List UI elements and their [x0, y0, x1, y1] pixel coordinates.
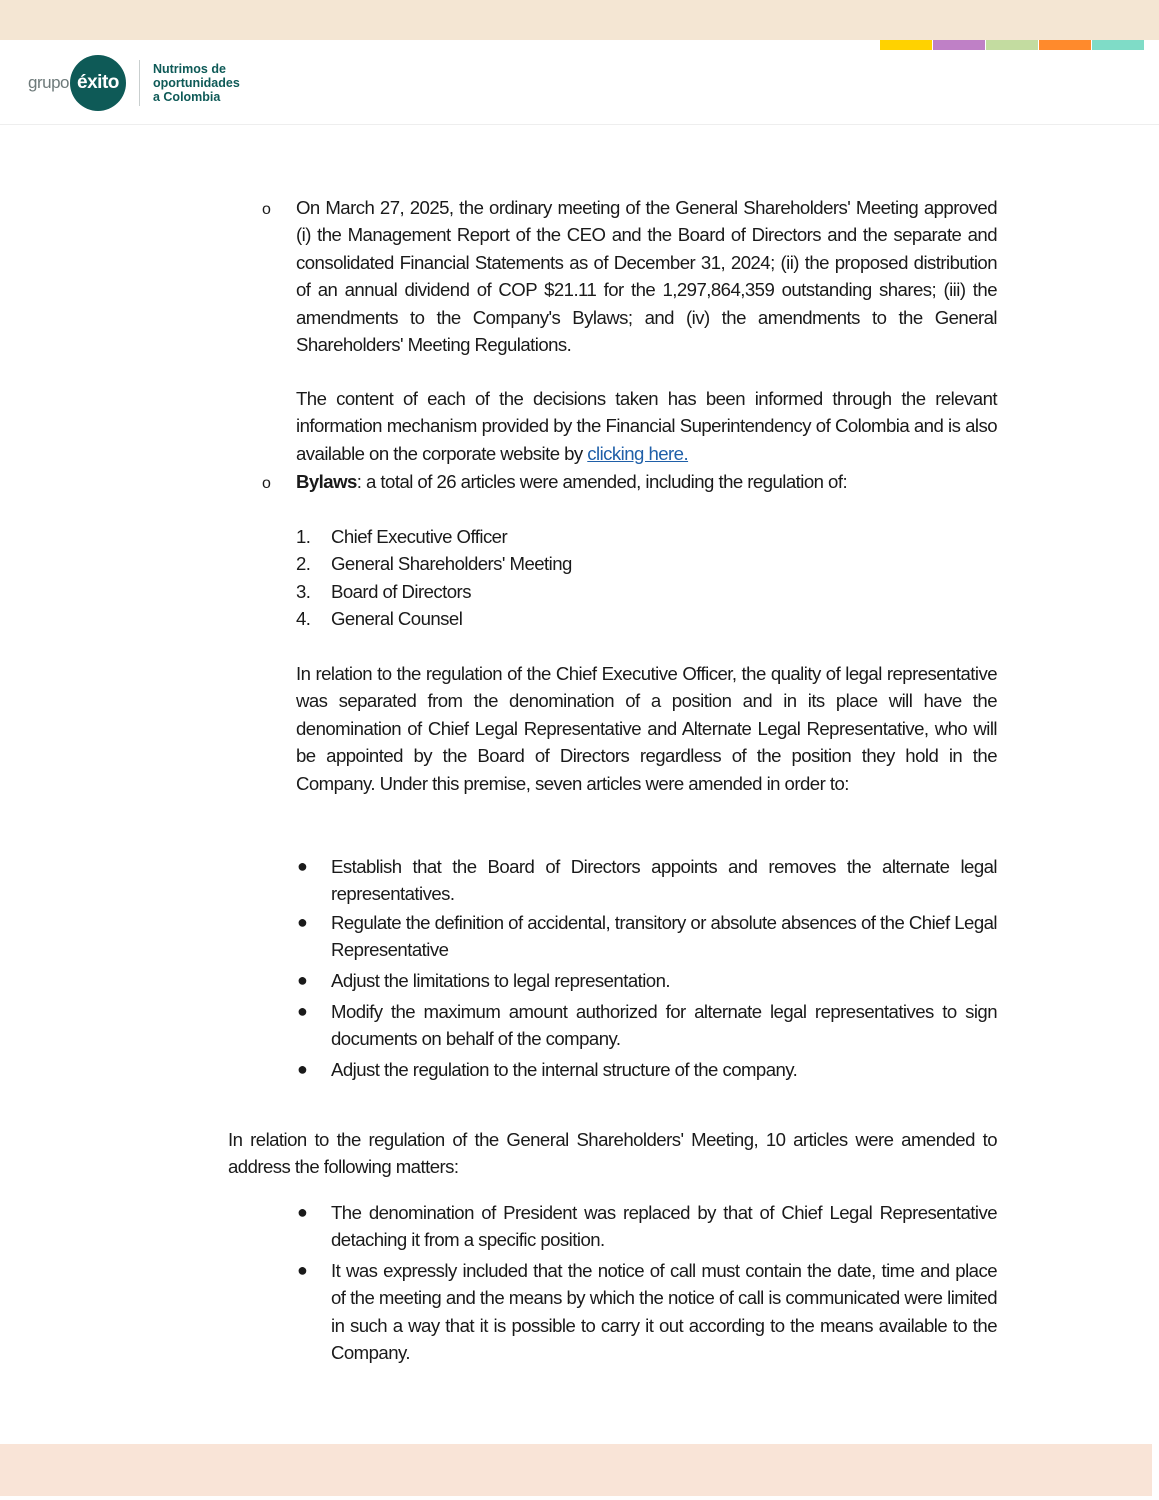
bullet-icon: ● [297, 1001, 308, 1021]
color-bar-orange [1039, 40, 1091, 50]
gsm-regulation-paragraph: In relation to the regulation of the General Shareholders' Meeting, 10 articles were amended to address the following matters: [228, 1129, 997, 1178]
bylaws-heading: Bylaws [296, 471, 357, 492]
logo-brand-circle [70, 55, 126, 111]
list-number: 3. [296, 581, 311, 602]
list-item: Adjust the regulation to the internal structure of the company. [331, 1059, 798, 1080]
logo-divider [139, 60, 140, 106]
list-number: 2. [296, 553, 311, 574]
bullet-icon: ● [297, 912, 308, 932]
brand-color-bars [880, 40, 1144, 50]
bullet-icon: ● [297, 1059, 308, 1079]
bullet-icon: ● [297, 970, 308, 990]
list-item: The denomination of President was replaced by that of Chief Legal Representative detaching it from a specific position. [331, 1202, 997, 1251]
bylaws-text: : a total of 26 articles were amended, including the regulation of: [356, 471, 848, 492]
color-bar-yellow [880, 40, 932, 50]
header-divider [0, 124, 1159, 125]
list-item: Regulate the definition of accidental, transitory or absolute absences of the Chief Legal Representative [331, 912, 997, 961]
bylaws-paragraph [296, 468, 997, 495]
bullet-icon: ● [297, 1202, 308, 1222]
list-item: Board of Directors [331, 581, 471, 602]
list-item: Chief Executive Officer [331, 526, 508, 547]
color-bar-green [986, 40, 1038, 50]
bullet-icon: ● [297, 1260, 308, 1280]
list-item: Modify the maximum amount authorized for alternate legal representatives to sign documents on behalf of the company. [331, 1001, 997, 1050]
grupo-exito-logo [28, 54, 240, 112]
color-bar-teal [1092, 40, 1144, 50]
list-number: 4. [296, 608, 311, 629]
logo-prefix: grupo [28, 73, 69, 92]
list-number: 1. [296, 526, 311, 547]
list-item: It was expressly included that the notice of call must contain the date, time and place of the meeting and the means by which the notice of call is communicated were limited in such a way that it is possible to carry it out according to the means available to the Company. [331, 1260, 997, 1364]
agm-approval-paragraph: On March 27, 2025, the ordinary meeting of the General Shareholders' Meeting approved (i) the Management Report of the CEO and the Board of Directors and the separate and consolidated Financial Statements as of December 31, 2024; (ii) the proposed distribution of an annual dividend of COP $21.11 for the 1,297,864,359 outstanding shares; (iii) the amendments to the Company's Bylaws; and (iv) the amendments to the General Shareholders' Meeting Regulations. [296, 197, 997, 356]
hollow-bullet-icon: o [262, 475, 271, 492]
logo-tagline [153, 62, 240, 104]
list-item: General Shareholders' Meeting [331, 553, 572, 574]
list-item: Establish that the Board of Directors appoints and removes the alternate legal representatives. [331, 856, 997, 905]
tagline-line-2: oportunidades [152, 76, 240, 90]
ceo-regulation-paragraph: In relation to the regulation of the Chief Executive Officer, the quality of legal representative was separated from the denomination of a position and in its place will have the denomination of Chief Legal Representative and Alternate Legal Representative, who will be appointed by the Board of Directors regardless of the position they hold in the Company. Under this premise, seven articles were amended in order to: [296, 663, 997, 794]
clicking-here-link[interactable]: clicking here. [587, 442, 689, 464]
header-band [0, 0, 1159, 40]
list-item: Adjust the limitations to legal representation. [331, 970, 670, 991]
tagline-line-3: a Colombia [152, 90, 221, 104]
hollow-bullet-icon: o [262, 201, 271, 218]
color-bar-purple [933, 40, 985, 50]
logo-brand: éxito [77, 72, 119, 93]
tagline-line-1: Nutrimos de [152, 62, 226, 76]
decisions-info-text: The content of each of the decisions taken has been informed through the relevant information mechanism provided by the Financial Superintendency of Colombia and is also available on the corporate website by [296, 388, 997, 464]
decisions-info-paragraph [296, 385, 997, 467]
list-item: General Counsel [331, 608, 463, 629]
footer-band [0, 1444, 1152, 1496]
bullet-icon: ● [297, 856, 308, 876]
